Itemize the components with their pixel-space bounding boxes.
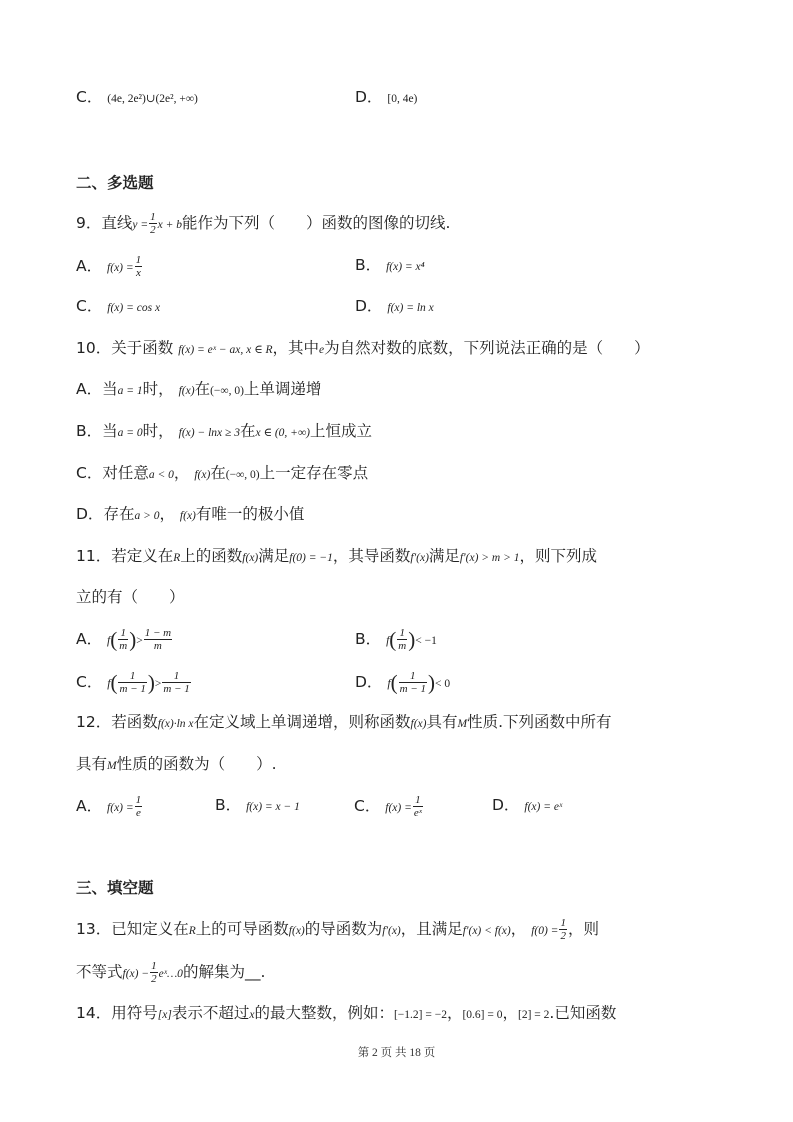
q8-d-expr: [0, 4e) (387, 93, 418, 105)
q10-option-a (76, 378, 321, 402)
q13-pre: 已知定义在 (111, 920, 189, 938)
q12-t3: 性质.下列函数中所有 (467, 713, 612, 731)
q13-t2: 的导函数为 (304, 920, 383, 938)
q14-number: 14． (76, 1004, 112, 1022)
q12-b-expr: f(x) = x − 1 (246, 801, 300, 813)
q10-b-t4: 上恒成立 (309, 422, 372, 440)
q10-d-e2: f(x) (179, 510, 196, 522)
q12-c-label: C． (354, 797, 381, 815)
q12-a-label: A． (76, 797, 103, 815)
q14-e3: [−1.2] = −2 (393, 1009, 447, 1021)
q10-d-e1: a > 0 (134, 510, 160, 522)
q12-option-b (215, 794, 300, 818)
q12-a-num: 1 (135, 794, 142, 806)
q9-fraction (149, 211, 157, 236)
q13-e3: f′(x) (382, 925, 401, 937)
q12-d-label: D． (492, 796, 520, 814)
q10-c-e3: (−∞, 0) (225, 469, 260, 481)
q10-c-e2: f(x) (194, 469, 211, 481)
q14-t5: .已知函数 (549, 1004, 617, 1022)
q11-t1: 上的函数 (180, 547, 243, 565)
q14-e1: [x] (157, 1009, 172, 1021)
q12-t1: 在定义域上单调递增，则称函数 (193, 713, 411, 731)
q9-option-a (76, 254, 143, 279)
q12-e3: M (457, 718, 468, 730)
q10-b-e1: a = 0 (117, 427, 143, 439)
q12-t2: 具有 (426, 713, 458, 731)
q11-b-f: f (386, 635, 390, 647)
q8-c-label: C． (76, 88, 103, 106)
q9-option-b (355, 254, 425, 278)
q10-b-t1: 当 (102, 422, 118, 440)
q13-e2: f(x) (288, 925, 305, 937)
q12-line2 (76, 753, 277, 777)
q11-d-f: f (387, 678, 391, 690)
q12-l2b: 性质的函数为（ ）. (116, 755, 277, 773)
q10-a-label: A． (76, 380, 103, 398)
q9-frac-num: 1 (150, 211, 156, 223)
q14-t2: 的最大整数，例如： (254, 1004, 394, 1022)
q9-d-expr: f(x) = ln x (387, 302, 434, 314)
q14-pre: 用符号 (111, 1004, 158, 1022)
q11-e2: f(x) (242, 552, 259, 564)
q14-e4: [0.6] = 0 (462, 1009, 503, 1021)
q11-c-f: f (107, 678, 111, 690)
q11-e1: R (173, 552, 181, 564)
q9-d-label: D． (355, 297, 383, 315)
q12-pre: 若函数 (111, 713, 158, 731)
q11-c-rden: m − 1 (163, 683, 190, 695)
q11-a-f: f (107, 635, 111, 647)
q10-a-e2: f(x) (178, 385, 195, 397)
q10-a-t4: 上单调递增 (243, 380, 322, 398)
question-14 (76, 1002, 616, 1026)
q11-option-d: D． f( $\frac{1}{m - 1}$ )< 0 (355, 670, 451, 695)
section-title-multi-choice: 二、多选题 (76, 174, 154, 192)
q13-number: 13． (76, 920, 112, 938)
q11-b-num: 1 (399, 627, 405, 639)
q9-text-post: 能作为下列（ ）函数的图像的切线. (182, 214, 451, 232)
page-footer: 第 2 页 共 18 页 (357, 1047, 436, 1059)
q10-c-label: C． (76, 464, 103, 482)
q11-number: 11． (76, 547, 112, 565)
q9-b-expr: f(x) = x⁴ (386, 261, 425, 273)
q13-t3: ，且满足 (400, 920, 463, 938)
q12-option-d (492, 794, 562, 818)
q11-c-rnum: 1 (173, 670, 180, 682)
q11-d-den: m − 1 (399, 683, 426, 695)
q10-text-pre: 关于函数 (111, 339, 174, 357)
q8-c-expr: (4e, 2e²)∪(2e², +∞) (107, 93, 198, 105)
q13-e4: f′(x) < f(x) (462, 925, 511, 937)
q11-t2: 满足 (258, 547, 290, 565)
q11-c-num: 1 (129, 670, 136, 682)
q13-num5: 1 (560, 917, 566, 929)
q10-c-t1: 对任意 (102, 464, 149, 482)
q11-option-a: A． f( $\frac{1}{m}$ )> $\frac{1 - m}{m}$ (76, 627, 172, 652)
q11-c-label: C． (76, 673, 103, 691)
q9-a-label: A． (76, 257, 103, 275)
q10-b-label: B． (76, 422, 103, 440)
q9-c-label: C． (76, 297, 103, 315)
q11-t4: 满足 (428, 547, 460, 565)
q10-option-d (76, 503, 304, 527)
q10-a-e3: (−∞, 0) (210, 385, 244, 397)
q11-t3: ，其导函数 (332, 547, 411, 565)
q12-l2e: M (107, 760, 117, 772)
q11-d-rel: < 0 (434, 678, 451, 690)
section-title-fill-blank: 三、填空题 (76, 879, 154, 897)
q10-c-e1: a < 0 (148, 469, 174, 481)
q10-a-t1: 当 (102, 380, 118, 398)
question-9 (76, 211, 450, 236)
q9-a-expr: f(x) = (107, 262, 134, 274)
q8-option-d (355, 86, 417, 110)
q10-option-c (76, 462, 368, 486)
q11-a-rel: > (136, 635, 143, 647)
q11-a-label: A． (76, 630, 103, 648)
q14-t1: 表示不超过 (171, 1004, 250, 1022)
q11-a-rnum: 1 − m (144, 627, 172, 639)
q10-text-mid: ，其中 (272, 339, 320, 357)
q13-e5: f(0) = (531, 925, 559, 937)
q13-l2-den: 2 (151, 973, 157, 985)
q12-l2a: 具有 (76, 755, 108, 773)
q9-text-pre: 直线 (101, 214, 133, 232)
q13-l2b: 的解集为__. (182, 963, 266, 981)
q14-e2: x (249, 1009, 255, 1021)
question-12 (76, 711, 612, 735)
q10-c-t2: ， (173, 464, 190, 482)
q11-a-rden: m (144, 639, 172, 652)
q12-a-expr: f(x) = (107, 802, 134, 814)
q9-number: 9． (76, 214, 102, 232)
q13-l2e1: f(x) − (122, 968, 150, 980)
q11-t5: ，则下列成 (519, 547, 597, 565)
q12-a-den: e (135, 807, 141, 819)
q10-b-t2: 时， (142, 422, 174, 440)
q12-number: 12． (76, 713, 112, 731)
q9-a-fraction (135, 254, 143, 279)
q11-b-rel: < −1 (415, 635, 437, 647)
q12-e1: f(x)·ln x (157, 718, 194, 730)
q9-a-num: 1 (135, 254, 142, 266)
q10-b-e3: x ∈ (0, +∞) (255, 427, 310, 439)
q9-option-d (355, 295, 434, 319)
q11-a-den: m (119, 640, 128, 652)
q12-c-den: eˣ (413, 807, 422, 819)
q12-option-c (354, 794, 424, 819)
q11-e5: f′(x) > m > 1 (459, 552, 520, 564)
q11-option-b: B． f( $\frac{1}{m}$ )< −1 (355, 627, 437, 652)
question-10 (76, 337, 650, 361)
q11-option-c: C． f( $\frac{1}{m - 1}$ )> $\frac{1}{m - 1}$ (76, 670, 190, 695)
q11-b-label: B． (355, 630, 382, 648)
q12-e2: f(x) (410, 718, 427, 730)
q10-d-t2: ， (159, 505, 175, 523)
q11-d-num: 1 (410, 670, 416, 682)
q11-c-rel: > (154, 678, 162, 690)
q10-d-t3: 有唯一的极小值 (195, 505, 305, 523)
q12-option-a (76, 794, 143, 819)
q12-c-num: 1 (415, 794, 421, 806)
q13-l2a: 不等式 (76, 963, 123, 981)
q10-text-post: 为自然对数的底数，下列说法正确的是（ ） (324, 339, 650, 357)
q10-e: e (319, 344, 325, 356)
q13-l2e2: eˣ…0 (158, 968, 183, 980)
q13-t1: 上的可导函数 (195, 920, 289, 938)
q11-b-den: m (398, 640, 407, 652)
q10-b-e2: f(x) − lnx ≥ 3 (178, 427, 240, 439)
q13-t4: ， (510, 920, 527, 938)
q10-b-t3: 在 (239, 422, 256, 440)
q10-a-t2: 时， (142, 380, 174, 398)
q11-e3: f(0) = −1 (289, 552, 333, 564)
q10-option-b (76, 420, 372, 444)
q11-d-label: D． (355, 673, 383, 691)
q10-expr: f(x) = eˣ − ax, x ∈ R (178, 344, 273, 356)
question-13 (76, 917, 599, 942)
q13-e1: R (188, 925, 196, 937)
q9-c-expr: f(x) = cos x (107, 302, 161, 314)
q9-option-c (76, 295, 160, 319)
q10-d-t1: 存在 (103, 505, 135, 523)
q10-c-t3: 在 (210, 464, 226, 482)
q8-option-c (76, 86, 198, 110)
q13-line2 (76, 960, 265, 985)
q9-expr-lhs: y = (132, 219, 149, 231)
q14-t4: ， (502, 1004, 519, 1022)
q13-l2-num: 1 (151, 960, 157, 972)
q10-d-label: D． (76, 505, 104, 523)
q10-number: 10． (76, 339, 112, 357)
q12-d-expr: f(x) = eˣ (524, 801, 563, 813)
q14-e5: [2] = 2 (518, 1009, 550, 1021)
q11-a-num: 1 (120, 627, 126, 639)
q9-b-label: B． (355, 256, 382, 274)
q10-a-t3: 在 (194, 380, 211, 398)
q11-pre: 若定义在 (111, 547, 174, 565)
q9-expr-rhs: x + b (157, 219, 183, 231)
q10-c-t4: 上一定存在零点 (259, 464, 369, 482)
question-11 (76, 545, 597, 569)
q14-t3: ， (446, 1004, 463, 1022)
q11-c-den: m − 1 (119, 683, 146, 695)
q12-b-label: B． (215, 796, 242, 814)
q9-a-den: x (135, 267, 141, 279)
q11-line2: 立的有（ ） (76, 588, 185, 606)
q11-e4: f′(x) (410, 552, 429, 564)
q9-frac-den: 2 (150, 224, 156, 236)
q13-den5: 2 (560, 930, 566, 942)
q10-a-e1: a = 1 (117, 385, 143, 397)
q8-d-label: D． (355, 88, 383, 106)
q12-c-expr: f(x) = (385, 802, 412, 814)
q13-t5: ，则 (567, 920, 599, 938)
